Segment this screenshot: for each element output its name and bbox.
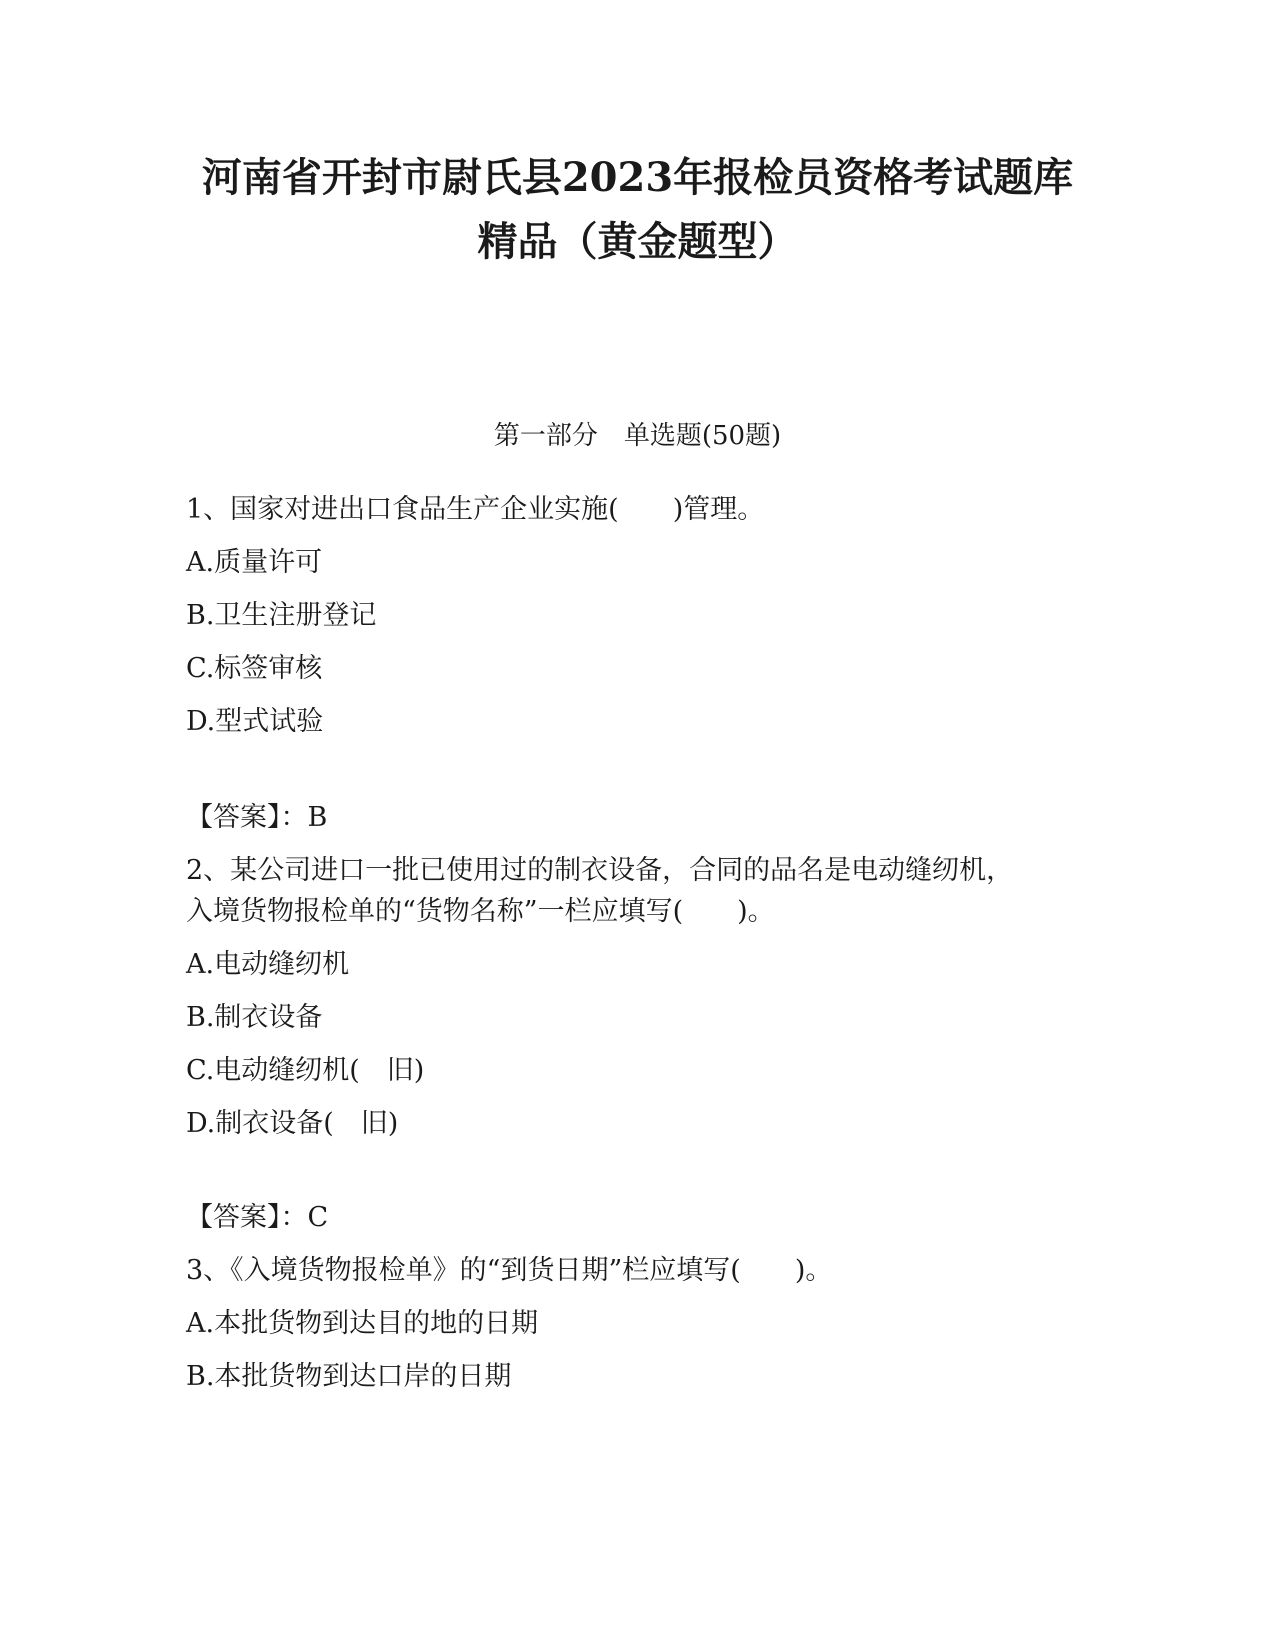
question-3-stem: 3、《入境货物报检单》的“到货日期”栏应填写( )。 <box>186 1255 833 1286</box>
question-2-answer: 【答案】：C <box>186 1202 329 1233</box>
question-1-option-b: B.卫生注册登记 <box>186 600 377 631</box>
question-1-stem: 1、国家对进出口食品生产企业实施( )管理。 <box>186 494 765 525</box>
question-2-stem-line-1: 2、某公司进口一批已使用过的制衣设备，合同的品名是电动缝纫机， <box>186 855 1014 886</box>
question-1-answer: 【答案】：B <box>186 802 328 833</box>
question-2-option-b: B.制衣设备 <box>186 1002 323 1033</box>
question-2-option-c: C.电动缝纫机( 旧) <box>186 1055 425 1086</box>
document-title-line-2: 精品（黄金题型） <box>477 218 798 265</box>
question-2-stem-line-2: 入境货物报检单的“货物名称”一栏应填写( )。 <box>186 896 775 927</box>
section-heading: 第一部分 单选题(50题) <box>493 421 782 451</box>
question-3-option-a: A.本批货物到达目的地的日期 <box>186 1308 539 1339</box>
question-1-option-c: C.标签审核 <box>186 653 323 684</box>
document-title-line-1: 河南省开封市尉氏县2023年报检员资格考试题库 <box>201 154 1074 201</box>
question-1-option-d: D.型式试验 <box>186 706 324 737</box>
question-2-option-d: D.制衣设备( 旧) <box>186 1108 399 1139</box>
question-1-option-a: A.质量许可 <box>186 547 323 578</box>
question-2-option-a: A.电动缝纫机 <box>186 949 350 980</box>
question-3-option-b: B.本批货物到达口岸的日期 <box>186 1361 512 1392</box>
